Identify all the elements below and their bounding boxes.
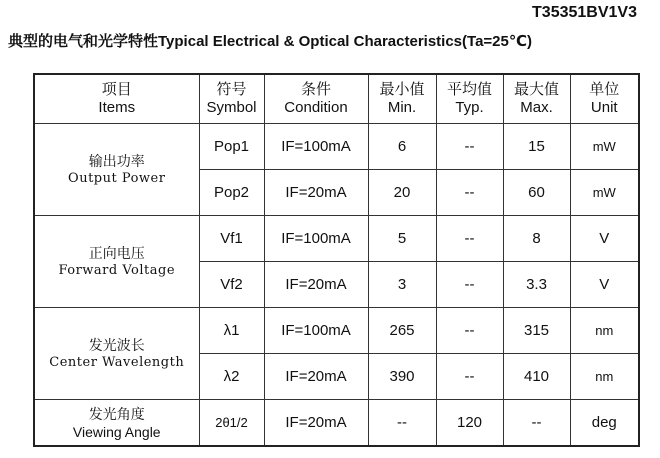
cell-symbol: λ1 xyxy=(199,308,264,354)
cell-typ: -- xyxy=(436,354,503,400)
part-number: T35351BV1V3 xyxy=(532,4,637,21)
header-typ: 平均值 Typ. xyxy=(436,74,503,124)
cell-symbol: Pop1 xyxy=(199,124,264,170)
header-symbol: 符号 Symbol xyxy=(199,74,264,124)
cell-min: 20 xyxy=(368,170,436,216)
cell-symbol: Vf1 xyxy=(199,216,264,262)
header-min: 最小值 Min. xyxy=(368,74,436,124)
cell-condition: IF=20mA xyxy=(264,170,368,216)
table-row xyxy=(34,308,639,354)
item-forward-voltage: 正向电压 Forward Voltage xyxy=(34,216,199,308)
cell-unit: V xyxy=(570,216,639,262)
cell-max: 60 xyxy=(503,170,570,216)
table-row xyxy=(34,400,639,447)
cell-min: 6 xyxy=(368,124,436,170)
cell-unit: mW xyxy=(570,124,639,170)
cell-symbol: λ2 xyxy=(199,354,264,400)
header-items: 项目 Items xyxy=(34,74,199,124)
cell-max: 315 xyxy=(503,308,570,354)
cell-min: 265 xyxy=(368,308,436,354)
cell-symbol: Vf2 xyxy=(199,262,264,308)
table-row xyxy=(34,124,639,170)
cell-typ: -- xyxy=(436,262,503,308)
item-output-power: 输出功率 Output Power xyxy=(34,124,199,216)
cell-min: 5 xyxy=(368,216,436,262)
cell-max: 8 xyxy=(503,216,570,262)
cell-typ: -- xyxy=(436,216,503,262)
cell-typ: -- xyxy=(436,124,503,170)
cell-condition: IF=100mA xyxy=(264,308,368,354)
cell-min: -- xyxy=(368,400,436,447)
header-row xyxy=(34,74,639,124)
cell-condition: IF=100mA xyxy=(264,216,368,262)
cell-max: 15 xyxy=(503,124,570,170)
item-center-wavelength: 发光波长 Center Wavelength xyxy=(34,308,199,400)
cell-symbol: 2θ1/2 xyxy=(199,400,264,447)
cell-max: -- xyxy=(503,400,570,447)
item-viewing-angle: 发光角度 Viewing Angle xyxy=(34,400,199,447)
cell-min: 3 xyxy=(368,262,436,308)
header-unit: 单位 Unit xyxy=(570,74,639,124)
cell-max: 3.3 xyxy=(503,262,570,308)
table-row xyxy=(34,216,639,262)
cell-condition: IF=20mA xyxy=(264,400,368,447)
cell-condition: IF=20mA xyxy=(264,262,368,308)
cell-unit: V xyxy=(570,262,639,308)
cell-unit: deg xyxy=(570,400,639,447)
section-title: 典型的电气和光学特性Typical Electrical & Optical Characteristics(Ta=25℃) xyxy=(8,33,533,50)
cell-unit: nm xyxy=(570,354,639,400)
cell-typ: -- xyxy=(436,308,503,354)
cell-symbol: Pop2 xyxy=(199,170,264,216)
cell-unit: nm xyxy=(570,308,639,354)
header-max: 最大值 Max. xyxy=(503,74,570,124)
cell-unit: mW xyxy=(570,170,639,216)
cell-condition: IF=20mA xyxy=(264,354,368,400)
cell-max: 410 xyxy=(503,354,570,400)
cell-condition: IF=100mA xyxy=(264,124,368,170)
cell-min: 390 xyxy=(368,354,436,400)
cell-typ: 120 xyxy=(436,400,503,447)
characteristics-table xyxy=(33,73,640,447)
header-condition: 条件 Condition xyxy=(264,74,368,124)
cell-typ: -- xyxy=(436,170,503,216)
